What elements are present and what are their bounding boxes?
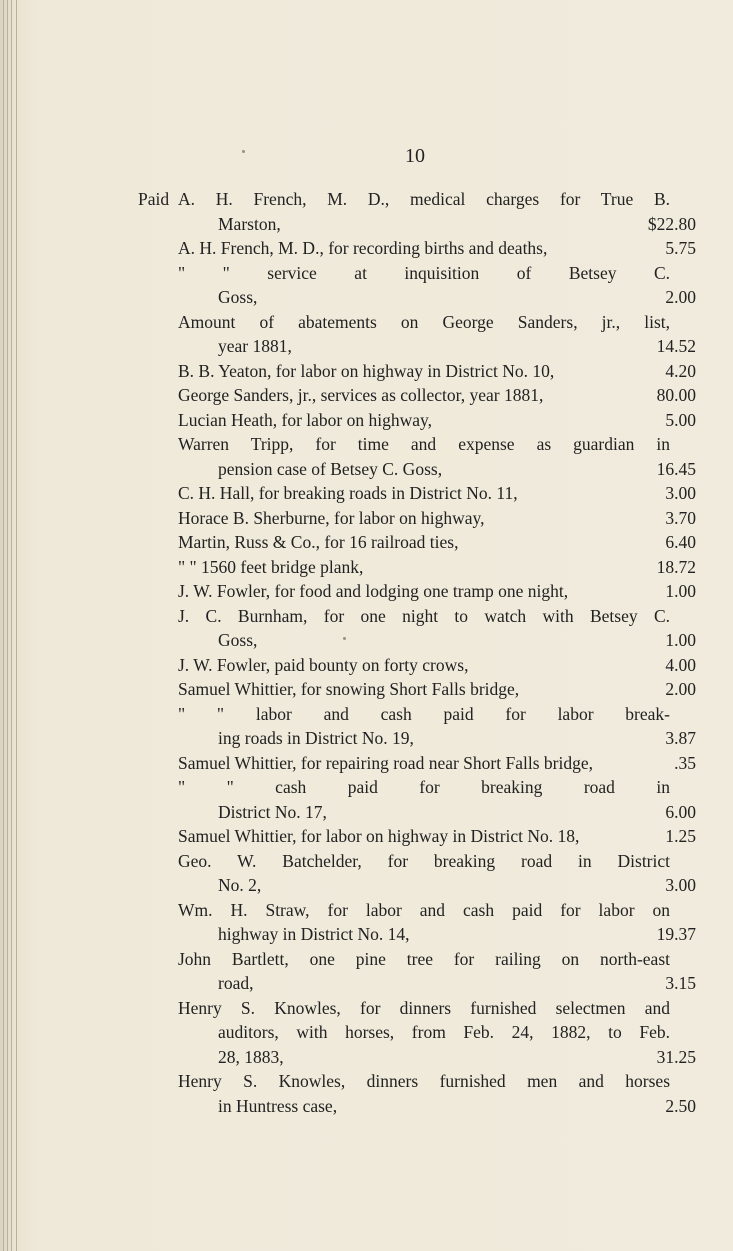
entry-amount: 19.37 (656, 924, 696, 944)
entry-description: " " labor and cash paid for labor break- (178, 703, 670, 724)
entry-description: District No. 17, (218, 801, 327, 822)
entry-description: J. W. Fowler, for food and lodging one tramp one night, (178, 581, 569, 601)
entry-amount: 31.25 (656, 1046, 696, 1067)
entry-description: A. H. French, M. D., for recording births and deaths, (178, 238, 548, 258)
ledger-row (138, 1094, 696, 1119)
ledger-row (138, 873, 696, 898)
ledger-row (138, 579, 696, 604)
page-edge (16, 0, 17, 1251)
entry-description: " " 1560 feet bridge plank, (178, 556, 364, 577)
entry-description: road, (218, 973, 254, 993)
entry-description: Amount of abatements on George Sanders, jr., list, (178, 311, 670, 332)
entry-amount: 14.52 (656, 336, 696, 356)
ledger-row (138, 849, 696, 874)
ledger-row (138, 1045, 696, 1070)
entry-description: J. W. Fowler, paid bounty on forty crows, (178, 654, 469, 675)
entry-description: highway in District No. 14, (218, 924, 410, 944)
ledger-row (138, 359, 696, 384)
page-edge (7, 0, 8, 1251)
entry-amount: .35 (674, 752, 696, 773)
entry-description: year 1881, (218, 336, 292, 356)
ledger-row (138, 628, 696, 653)
entry-description: Marston, (218, 213, 281, 234)
entry-amount: 3.87 (665, 728, 696, 748)
entry-amount: 80.00 (656, 385, 696, 405)
ledger-row (138, 481, 696, 506)
entry-description: Geo. W. Batchelder, for breaking road in District (178, 850, 670, 871)
entry-description: A. H. French, M. D., medical charges for True B. (178, 189, 670, 209)
entry-amount: 3.15 (665, 973, 696, 993)
entry-amount: 5.00 (665, 409, 696, 430)
ledger-row (138, 726, 696, 751)
ledger-row (138, 212, 696, 237)
entry-amount: 6.00 (665, 801, 696, 822)
ledger-row (138, 824, 696, 849)
paid-label: Paid (138, 189, 170, 209)
entry-amount: 4.20 (665, 360, 696, 381)
entry-description: Goss, (218, 630, 258, 650)
entry-amount: 2.00 (665, 287, 696, 307)
ledger-row (138, 898, 696, 923)
entry-amount: 4.00 (665, 654, 696, 675)
ledger-row (138, 530, 696, 555)
entry-description: J. C. Burnham, for one night to watch with Betsey C. (178, 605, 670, 626)
ledger-row (138, 310, 696, 335)
entry-description: Lucian Heath, for labor on highway, (178, 409, 432, 430)
ledger-row (138, 555, 696, 580)
entry-description: in Huntress case, (218, 1095, 338, 1116)
entry-amount: 1.00 (665, 581, 696, 601)
ledger-row (138, 236, 696, 261)
ledger-row (138, 432, 696, 457)
ledger-row (138, 971, 696, 996)
page-edge (3, 0, 4, 1251)
entry-amount: 3.00 (665, 875, 696, 895)
ledger-row (138, 604, 696, 629)
entry-description: Samuel Whittier, for repairing road near Short Falls bridge, (178, 752, 593, 773)
entry-description: B. B. Yeaton, for labor on highway in District No. 10, (178, 360, 555, 381)
entry-amount: 5.75 (665, 238, 696, 258)
ledger-row (138, 922, 696, 947)
entry-description: Henry S. Knowles, for dinners furnished selectmen and (178, 997, 670, 1018)
entry-amount: $22.80 (647, 213, 696, 234)
expense-ledger (138, 187, 696, 1118)
entry-description: Henry S. Knowles, dinners furnished men and horses (178, 1071, 670, 1091)
ledger-row (138, 1020, 696, 1045)
entry-description: auditors, with horses, from Feb. 24, 1882, to Feb. (218, 1022, 670, 1042)
ledger-row (138, 947, 696, 972)
entry-description: ing roads in District No. 19, (218, 728, 414, 748)
ledger-row (138, 677, 696, 702)
entry-description: Goss, (218, 287, 258, 307)
entry-description: pension case of Betsey C. Goss, (218, 458, 443, 479)
ledger-row (138, 800, 696, 825)
entry-amount: 3.00 (665, 483, 696, 503)
entry-amount: 18.72 (656, 556, 696, 577)
ledger-row (138, 1069, 696, 1094)
ledger-row (138, 285, 696, 310)
entry-description: No. 2, (218, 875, 262, 895)
entry-description: Samuel Whittier, for labor on highway in District No. 18, (178, 826, 580, 846)
page-edge (11, 0, 12, 1251)
ledger-row (138, 334, 696, 359)
entry-description: Wm. H. Straw, for labor and cash paid for labor on (178, 899, 670, 920)
ledger-row (138, 506, 696, 531)
entry-description: Warren Tripp, for time and expense as guardian in (178, 434, 670, 454)
ledger-row (138, 457, 696, 482)
entry-description: Horace B. Sherburne, for labor on highway, (178, 507, 485, 528)
ledger-row (138, 653, 696, 678)
entry-description: 28, 1883, (218, 1046, 284, 1067)
ledger-row (138, 187, 696, 212)
entry-amount: 1.00 (665, 630, 696, 650)
ledger-row (138, 702, 696, 727)
entry-amount: 16.45 (656, 458, 696, 479)
entry-description: John Bartlett, one pine tree for railing on north-east (178, 948, 670, 969)
entry-description: " " service at inquisition of Betsey C. (178, 262, 670, 283)
ledger-row (138, 751, 696, 776)
ledger-row (138, 996, 696, 1021)
entry-amount: 1.25 (665, 826, 696, 846)
ledger-row (138, 775, 696, 800)
entry-amount: 2.00 (665, 679, 696, 699)
ledger-row (138, 408, 696, 433)
entry-description: " " cash paid for breaking road in (178, 777, 670, 797)
entry-description: C. H. Hall, for breaking roads in District No. 11, (178, 483, 518, 503)
entry-amount: 6.40 (665, 532, 696, 552)
entry-description: George Sanders, jr., services as collector, year 1881, (178, 385, 544, 405)
entry-description: Martin, Russ & Co., for 16 railroad ties, (178, 532, 459, 552)
ledger-row (138, 261, 696, 286)
entry-description: Samuel Whittier, for snowing Short Falls bridge, (178, 679, 520, 699)
entry-amount: 2.50 (665, 1095, 696, 1116)
entry-amount: 3.70 (665, 507, 696, 528)
page-number: 10 (405, 145, 425, 167)
ledger-row (138, 383, 696, 408)
